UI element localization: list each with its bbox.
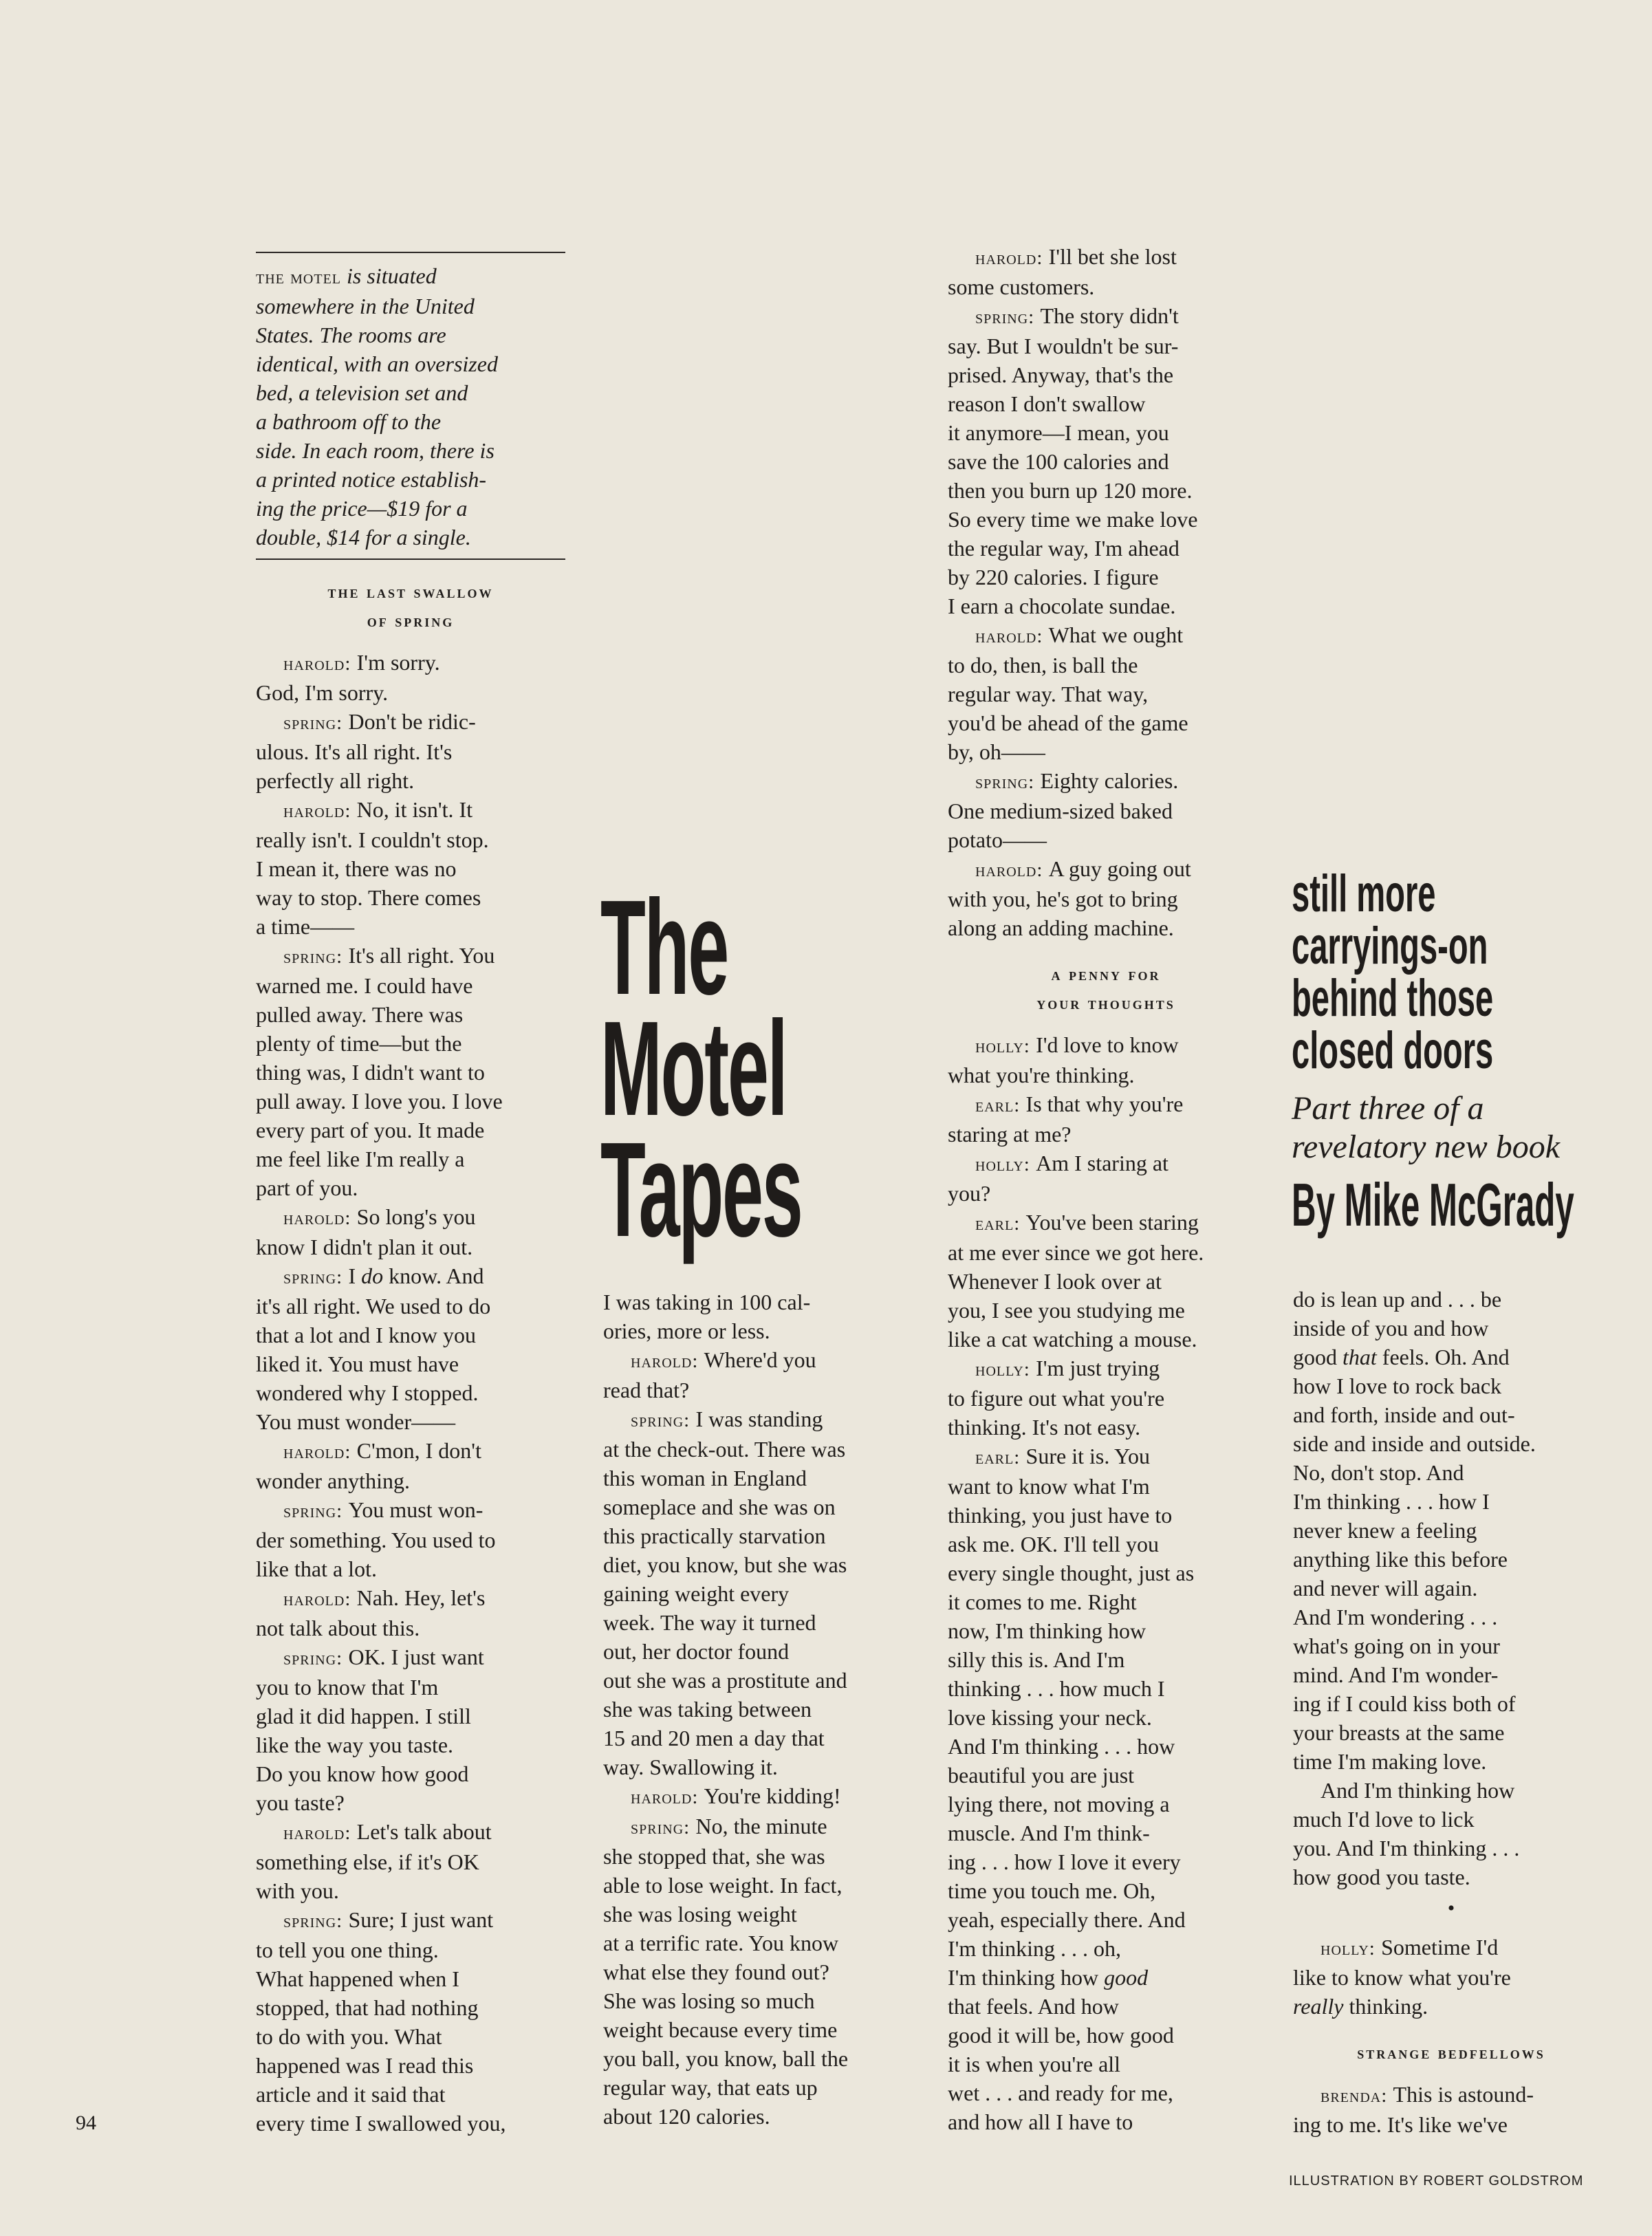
- text-line: thing was, I didn't want to: [256, 1060, 485, 1085]
- text-line: side and inside and outside.: [1293, 1431, 1536, 1456]
- deck-line: closed doors: [1292, 1021, 1494, 1080]
- text-line: And I'm thinking . . . how: [948, 1734, 1175, 1759]
- deck-line: behind those: [1292, 969, 1494, 1028]
- intro-lead: the motel: [256, 266, 342, 288]
- text-line: And I'm wondering . . .: [1293, 1605, 1498, 1629]
- text-line: by 220 calories. I figure: [948, 565, 1159, 589]
- text-line: regular way, that eats up: [603, 2075, 818, 2100]
- text-line: she was losing weight: [603, 1902, 797, 1926]
- text-line: you'd be ahead of the game: [948, 710, 1188, 735]
- text-line: every single thought, just as: [948, 1561, 1195, 1585]
- text-line: perfectly all right.: [256, 768, 415, 793]
- text-line: harold: I'm sorry.: [283, 650, 440, 675]
- text-line: holly: Am I staring at: [975, 1151, 1169, 1175]
- text-line: some customers.: [948, 274, 1095, 299]
- column-1: [256, 252, 565, 2138]
- text-line: wonder anything.: [256, 1468, 410, 1493]
- text-line: really isn't. I couldn't stop.: [256, 827, 489, 852]
- text-line: that a lot and I know you: [256, 1323, 476, 1347]
- text-line: something else, if it's OK: [256, 1849, 479, 1874]
- text-line: read that?: [603, 1378, 690, 1402]
- text-line: Do you know how good: [256, 1761, 469, 1786]
- text-line: I'm thinking how good: [948, 1965, 1149, 1990]
- text-line: thinking . . . how much I: [948, 1676, 1165, 1701]
- text-line: like that a lot.: [256, 1556, 377, 1581]
- text-line: you taste?: [256, 1790, 345, 1815]
- text-line: spring: OK. I just want: [283, 1645, 484, 1669]
- section-heading-penny: a penny for your thoughts: [1036, 964, 1175, 1013]
- text-line: regular way. That way,: [948, 682, 1149, 706]
- text-line: never knew a feeling: [1293, 1518, 1477, 1543]
- text-line: mind. And I'm wonder-: [1293, 1662, 1499, 1687]
- text-line: harold: C'mon, I don't: [283, 1438, 481, 1463]
- text-line: wondered why I stopped.: [256, 1380, 479, 1405]
- text-line: stopped, that had nothing: [256, 1995, 479, 2020]
- text-line: plenty of time—but the: [256, 1031, 462, 1056]
- section-bullet: •: [1447, 1897, 1455, 1920]
- text-line: ask me. OK. I'll tell you: [948, 1532, 1160, 1556]
- text-line: I'm thinking . . . how I: [1293, 1489, 1490, 1514]
- text-line: what you're thinking.: [948, 1063, 1135, 1087]
- byline: By Mike McGrady: [1292, 1171, 1574, 1239]
- text-line: say. But I wouldn't be sur-: [948, 334, 1179, 358]
- text-line: at the check-out. There was: [603, 1437, 846, 1462]
- text-line: I mean it, there was no: [256, 856, 457, 881]
- text-line: You must wonder——: [256, 1409, 456, 1434]
- text-line: diet, you know, but she was: [603, 1552, 847, 1577]
- text-line: this woman in England: [603, 1466, 807, 1490]
- text-line: beautiful you are just: [948, 1763, 1135, 1788]
- text-line: She was losing so much: [603, 1988, 815, 2013]
- text-line: that feels. And how: [948, 1994, 1119, 2019]
- text-line: now, I'm thinking how: [948, 1618, 1146, 1643]
- text-line: your breasts at the same: [1293, 1720, 1505, 1745]
- text-line: potato——: [948, 827, 1047, 852]
- text-line: and never will again.: [1293, 1576, 1478, 1600]
- text-line: it's all right. We used to do: [256, 1294, 491, 1318]
- text-line: reason I don't swallow: [948, 391, 1146, 416]
- text-line: me feel like I'm really a: [256, 1147, 465, 1171]
- text-line: liked it. You must have: [256, 1352, 459, 1376]
- text-line: someplace and she was on: [603, 1495, 836, 1519]
- deck-line: still more: [1292, 865, 1436, 923]
- text-line: every time I swallowed you,: [256, 2111, 506, 2136]
- text-line: ulous. It's all right. It's: [256, 739, 453, 764]
- text-line: then you burn up 120 more.: [948, 478, 1193, 503]
- text-line: she stopped that, she was: [603, 1844, 825, 1869]
- text-line: holly: Sometime I'd: [1320, 1935, 1499, 1960]
- text-line: good it will be, how good: [948, 2023, 1174, 2048]
- text-line: harold: What we ought: [975, 622, 1184, 647]
- text-line: out, her doctor found: [603, 1639, 790, 1664]
- text-line: silly this is. And I'm: [948, 1647, 1125, 1672]
- text-line: spring: I was standing: [631, 1407, 823, 1431]
- text-line: way. Swallowing it.: [603, 1755, 778, 1779]
- text-line: how good you taste.: [1293, 1865, 1470, 1889]
- text-line: warned me. I could have: [256, 973, 473, 998]
- text-line: holly: I'd love to know: [975, 1032, 1179, 1057]
- text-line: able to lose weight. In fact,: [603, 1873, 843, 1898]
- text-line: ing . . . how I love it every: [948, 1849, 1181, 1874]
- text-line: with you, he's got to bring: [948, 887, 1178, 911]
- text-line: at a terrific rate. You know: [603, 1931, 839, 1955]
- text-line: harold: Let's talk about: [283, 1819, 492, 1844]
- text-line: what's going on in your: [1293, 1633, 1500, 1658]
- text-line: much I'd love to lick: [1293, 1807, 1475, 1832]
- text-line: spring: Eighty calories.: [975, 768, 1179, 793]
- text-line: it comes to me. Right: [948, 1589, 1137, 1614]
- text-line: harold: So long's you: [283, 1204, 476, 1229]
- text-line: gaining weight every: [603, 1581, 790, 1606]
- text-line: harold: Nah. Hey, let's: [283, 1585, 486, 1610]
- text-line: you?: [948, 1181, 991, 1206]
- text-line: spring: No, the minute: [631, 1814, 827, 1838]
- text-line: every part of you. It made: [256, 1118, 485, 1142]
- text-line: what else they found out?: [603, 1960, 829, 1984]
- text-line: spring: Sure; I just want: [283, 1907, 494, 1932]
- text-line: spring: I do know. And: [283, 1263, 484, 1288]
- text-line: like the way you taste.: [256, 1733, 454, 1757]
- text-line: spring: The story didn't: [975, 303, 1179, 328]
- text-line: do is lean up and . . . be: [1293, 1287, 1502, 1312]
- text-line: Whenever I look over at: [948, 1269, 1162, 1294]
- text-line: earl: You've been staring: [975, 1210, 1199, 1235]
- text-line: harold: Where'd you: [631, 1347, 816, 1372]
- text-line: thinking, you just have to: [948, 1503, 1173, 1528]
- text-line: pull away. I love you. I love: [256, 1089, 503, 1114]
- section-heading-strange-bedfellows: strange bedfellows: [1357, 2043, 1545, 2063]
- text-line: you ball, you know, ball the: [603, 2046, 849, 2071]
- text-line: So every time we make love: [948, 507, 1198, 532]
- text-line: muscle. And I'm think-: [948, 1821, 1150, 1845]
- text-line: I earn a chocolate sundae.: [948, 594, 1176, 618]
- text-line: to do with you. What: [256, 2024, 442, 2049]
- text-line: this practically starvation: [603, 1523, 826, 1548]
- text-line: harold: A guy going out: [975, 856, 1191, 881]
- text-line: harold: I'll bet she lost: [975, 244, 1177, 269]
- text-line: by, oh——: [948, 739, 1045, 764]
- text-line: 15 and 20 men a day that: [603, 1726, 825, 1750]
- deck-subtitle: Part three of a revelatory new book: [1292, 1090, 1561, 1165]
- text-line: like a cat watching a mouse.: [948, 1327, 1197, 1352]
- text-line: save the 100 calories and: [948, 449, 1169, 474]
- text-line: harold: No, it isn't. It: [283, 797, 473, 822]
- text-line: it is when you're all: [948, 2052, 1121, 2076]
- text-line: der something. You used to: [256, 1528, 496, 1552]
- text-line: earl: Sure it is. You: [975, 1444, 1151, 1468]
- text-line: What happened when I: [256, 1966, 459, 1991]
- column-2: [603, 1288, 920, 2131]
- text-line: glad it did happen. I still: [256, 1704, 471, 1728]
- text-line: with you.: [256, 1878, 339, 1903]
- deck-line: carryings-on: [1292, 917, 1488, 975]
- text-line: want to know what I'm: [948, 1474, 1150, 1499]
- text-line: a time——: [256, 914, 355, 939]
- text-line: love kissing your neck.: [948, 1705, 1152, 1730]
- text-line: God, I'm sorry.: [256, 680, 389, 705]
- text-line: holly: I'm just trying: [975, 1356, 1160, 1380]
- text-line: and how all I have to: [948, 2109, 1133, 2134]
- text-line: to figure out what you're: [948, 1386, 1165, 1411]
- text-line: she was taking between: [603, 1697, 812, 1722]
- text-line: along an adding machine.: [948, 915, 1174, 940]
- text-line: know I didn't plan it out.: [256, 1235, 473, 1259]
- text-line: at me ever since we got here.: [948, 1240, 1204, 1265]
- text-line: ories, more or less.: [603, 1318, 770, 1343]
- text-line: part of you.: [256, 1175, 358, 1200]
- text-line: good that feels. Oh. And: [1293, 1345, 1510, 1369]
- text-line: wet . . . and ready for me,: [948, 2081, 1173, 2105]
- text-line: I'm thinking . . . oh,: [948, 1936, 1121, 1961]
- text-line: the regular way, I'm ahead: [948, 536, 1180, 561]
- text-line: how I love to rock back: [1293, 1374, 1502, 1398]
- text-line: and forth, inside and out-: [1293, 1402, 1515, 1427]
- text-line: like to know what you're: [1293, 1965, 1511, 1990]
- illustration-credit: ILLUSTRATION BY ROBERT GOLDSTROM: [1289, 2173, 1584, 2189]
- text-line: about 120 calories.: [603, 2104, 770, 2129]
- text-line: you. And I'm thinking . . .: [1293, 1836, 1520, 1860]
- text-line: And I'm thinking how: [1320, 1778, 1515, 1803]
- text-line: staring at me?: [948, 1122, 1072, 1147]
- text-line: you, I see you studying me: [948, 1298, 1185, 1323]
- column-4: [1293, 1285, 1609, 2139]
- text-line: it anymore—I mean, you: [948, 420, 1169, 445]
- intro-paragraph: the motel is situated somewhere in the United States. The rooms are identical, with an oversized bed, a television set and a bathroom off to the side. In each room, there is a printed notice establish- ing the price—$19 for a double, $14 for a single.: [256, 263, 498, 550]
- text-line: week. The way it turned: [603, 1610, 816, 1635]
- text-line: spring: Don't be ridic-: [283, 709, 476, 734]
- text-line: out she was a prostitute and: [603, 1668, 847, 1693]
- text-line: ing to me. It's like we've: [1293, 2112, 1508, 2137]
- text-line: way to stop. There comes: [256, 885, 481, 910]
- column-3: [948, 242, 1264, 2136]
- page-number: 94: [76, 2112, 96, 2134]
- text-line: harold: You're kidding!: [631, 1783, 841, 1808]
- text-line: to do, then, is ball the: [948, 653, 1138, 677]
- text-line: time I'm making love.: [1293, 1749, 1487, 1774]
- text-line: lying there, not moving a: [948, 1792, 1170, 1816]
- text-line: not talk about this.: [256, 1616, 420, 1640]
- text-line: No, don't stop. And: [1293, 1460, 1464, 1485]
- text-line: brenda: This is astound-: [1320, 2082, 1534, 2107]
- text-line: spring: It's all right. You: [283, 943, 495, 968]
- text-line: ing if I could kiss both of: [1293, 1691, 1516, 1716]
- text-line: pulled away. There was: [256, 1002, 464, 1027]
- deck-block: [1292, 865, 1649, 1239]
- text-line: I was taking in 100 cal-: [603, 1290, 811, 1314]
- text-line: article and it said that: [256, 2082, 446, 2107]
- section-heading-last-swallow: the last swallow of spring: [327, 582, 494, 631]
- article-title: The Motel Tapes: [600, 872, 802, 1265]
- intro-bottom-rule: [256, 558, 565, 560]
- text-line: inside of you and how: [1293, 1316, 1489, 1340]
- text-line: you to know that I'm: [256, 1675, 439, 1700]
- text-line: happened was I read this: [256, 2053, 474, 2078]
- text-line: One medium-sized baked: [948, 799, 1173, 823]
- text-line: really thinking.: [1293, 1994, 1428, 2019]
- text-line: prised. Anyway, that's the: [948, 362, 1174, 387]
- text-line: yeah, especially there. And: [948, 1907, 1186, 1932]
- text-line: time you touch me. Oh,: [948, 1878, 1156, 1903]
- text-line: anything like this before: [1293, 1547, 1508, 1572]
- text-line: weight because every time: [603, 2017, 838, 2042]
- text-line: thinking. It's not easy.: [948, 1415, 1141, 1440]
- text-line: earl: Is that why you're: [975, 1092, 1184, 1116]
- text-line: to tell you one thing.: [256, 1937, 439, 1962]
- text-line: spring: You must won-: [283, 1497, 483, 1522]
